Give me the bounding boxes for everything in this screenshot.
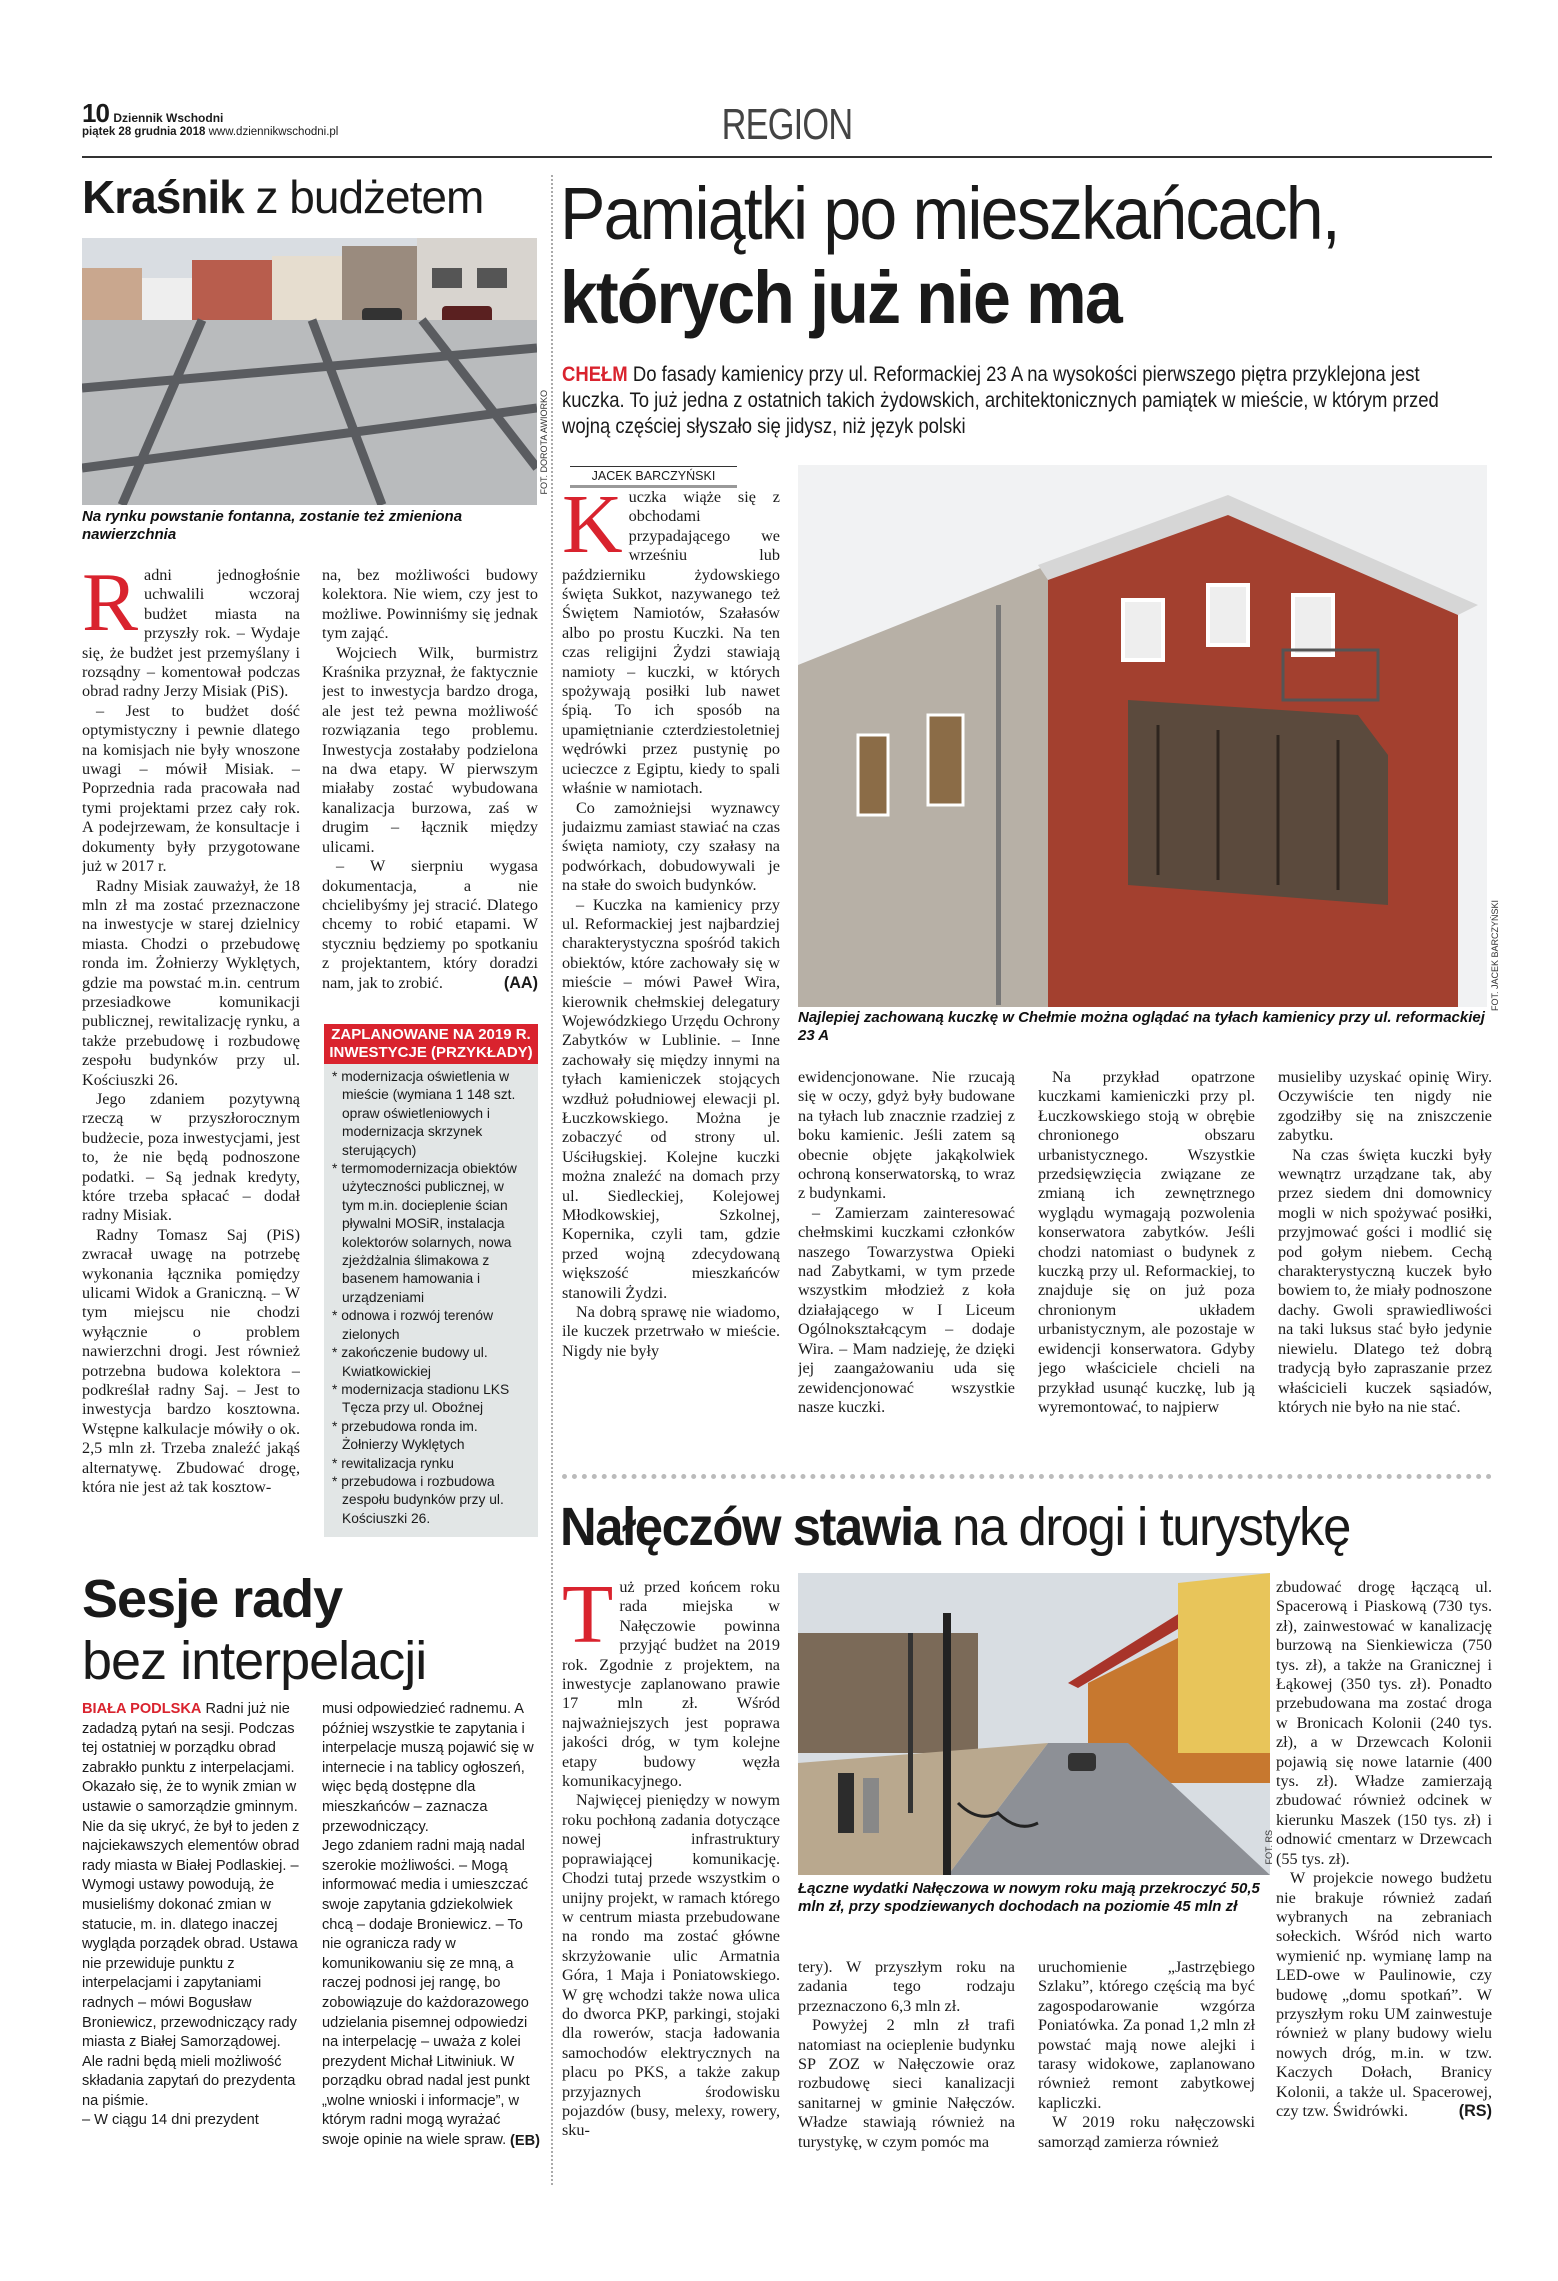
photo-credit: FOT. RS [1264, 1830, 1274, 1865]
author-byline: JACEK BARCZYŃSKI [570, 466, 737, 488]
list-item: * termomodernizacja obiektów użyteczności publicznej, w tym m.in. docieplenie ścian pływalni MOSiR, instalacja kolektorów solarnych, nowa zjeżdżalnia ślimakowa z basenem hamowania i urządzeniami [332, 1161, 517, 1305]
article-column [82, 566, 300, 1556]
article-title: Sesje rady bez interpelacji [82, 1569, 427, 1691]
paragraph: musieliby uzyskać opinię Wiry. Oczywiście ten nigdy nie zgodziłby się na zniszczenie zabytku. [1278, 1068, 1492, 1145]
header-rule [82, 156, 1492, 158]
paragraph: – Kuczka na kamienicy przy ul. Reformackiej jest najbardziej charakterystyczna spośród takich obiektów, które zachowały się w mieście – mówi Paweł Wira, kierownik chełmskiej delegatury Wojewódzkiego Urzędu Ochrony Zabytków w Lublinie. – Inne zachowały się między innymi na tyłach kamieniczek stojących wzdłuż południowej elewacji pl. Łuczkowskiego. Można je zobaczyć od strony ul. Uściługskiej. Kolejne kuczki można znaleźć na domach przy ul. Siedleckiej, Kolejowej Młodkowskiej, Szkolnej, Kopernika, czyli tam, gdzie przed wojną zdecydowaną większość mieszkańców stanowili Żydzi. [562, 895, 780, 1302]
column-divider [551, 175, 553, 2185]
investments-box [324, 1024, 538, 1537]
article-lead: CHEŁM Do fasady kamienicy przy ul. Reformackiej 23 A na wysokości pierwszego piętra przyklejona jest kuczka. To już jedna z ostatnich takich żydowskich, architektonicznych pamiątek w mieście, w którym przed wojną częściej słyszało się jidysz, niż język polski [562, 363, 1439, 438]
author-signature: (AA) [503, 973, 538, 992]
paragraph: musi odpowiedzieć radnemu. A później wszystkie te zapytania i interpelacje muszą pojawić się w internecie i na tablicy ogłoszeń, więc będą dostępne dla mieszkańców – zaznacza przewodniczący. [322, 1701, 534, 1835]
paragraph: Jego zdaniem radni mają nadal szerokie możliwości. – Mogą informować media i umieszczać swoje zapytania gdziekolwiek chcą – dodaje Broniewicz. – To nie ogranicza rady w komunikowaniu się ze mną, a raczej podnosi jej rangę, bo zobowiązuje do każdorazowego udzielania pisemnej odpowiedzi na interpelację – uważa z kolei prezydent Michał Litwiniuk. W porządku obrad nadal jest punkt „wolne wnioski i informacje”, w którym radni mogą wyrażać swoje opinie na wiele spraw. [322, 1838, 530, 2149]
paragraph: Radny Tomasz Saj (PiS) zwracał uwagę na potrzebę wykonania łącznika pomiędzy ulicami Widok a Graniczną. – W tym miejscu nie chodzi wyłącznie o problem nawierzchni drogi. Jest również potrzebna budowa kolektora – podkreślał radny Saj. – Jest to inwestycja bardzo kosztowna. Wstępne kalkulacje mówiły o ok. 2,5 mln zł. Trzeba znaleźć jakąś alternatywę. Zbudować drogę, która nie jest aż tak kosztow- [82, 1225, 300, 1497]
paragraph: – Jest to budżet dość optymistyczny i pewnie dlatego na komisjach nie były wnoszone uwagi – mówił Misiak. – Poprzednia rada pracowała nad tymi projektami przez cały rok. A podejrzewam, że konsultacje i dokumenty były przygotowane już w 2017 r. [82, 701, 300, 876]
paragraph: Radny Misiak zauważył, że 18 mln zł ma zostać przeznaczone na inwestycje w starej dzielnicy miasta. Chodzi o przebudowę ronda im. Żołnierzy Wyklętych, gdzie ma powstać m.in. centrum przesiadkowe komunikacji publicznej, rewitalizację rynku, a także przebudowę i rozbudowę zespołu budynków przy ul. Kościuszki 26. [82, 876, 300, 1089]
author-signature: (EB) [510, 2132, 540, 2149]
paragraph: Wojciech Wilk, burmistrz Kraśnika przyznał, że faktycznie jest to inwestycja bardzo droga, ale jest też pewna możliwość rozwiązania tego problemu. Inwestycja zostałaby podzielona na dwa etapy. W pierwszym miałaby zostać wybudowana kanalizacja burzowa, zaś w drugim – łącznik między ulicami. [322, 643, 538, 856]
page-header [82, 98, 1492, 158]
paragraph: ewidencjonowane. Nie rzucają się w oczy, gdyż były budowane na tyłach lub znacznie rzadziej z boku kamienic. Jeśli zatem są obecnie objęte jakąkolwiek ochroną konserwatorską, to wraz z budynkami. [798, 1068, 1015, 1203]
paragraph: Na dobrą sprawę nie wiadomo, ile kuczek przetrwało w mieście. Nigdy nie były [562, 1303, 780, 1360]
article-title: Pamiątki po mieszkańcach, których już nie ma [560, 172, 1339, 339]
photo-caption: Na rynku powstanie fontanna, zostanie też zmieniona nawierzchnia [82, 508, 463, 543]
paragraph: Na przykład opatrzone kuczkami kamieniczki przy pl. Łuczkowskiego stoją w obrębie chronionego obszaru urbanistycznego. Wszystkie przedsięwzięcia związane ze zmianą ich zewnętrznego wyglądu wymagają pozwolenia konserwatora zabytków. Jeśli chodzi natomiast o budynek z kuczką przy ul. Reformackiej, to znajduje się on już poza chronionym układem urbanistycznym, ale pozostaje w ewidencji konserwatora. Gdyby jego właściciele chcieli na przykład usunąć kuczkę, lub ją wyremontować, to najpierw [1038, 1068, 1255, 1416]
paragraph: Radni już nie zadadzą pytań na sesji. Podczas tej ostatniej w porządku obrad zabrakło punktu z interpelacjami. Okazało się, że to wynik zmian w ustawie o samorządzie gminnym. [82, 1701, 298, 1815]
article-column [1278, 1068, 1492, 1486]
box-title: ZAPLANOWANE NA 2019 R. INWESTYCJE (PRZYKŁADY) [324, 1024, 538, 1064]
paragraph: W projekcie nowego budżetu nie brakuje również zadań wybranych na zebraniach sołeckich. Wśród nich warto wymienić np. wymianę lamp na LED-owe w Paulinowie, czy budowę „domu spotkań”. W przyszłym roku UM zainwestuje również w plany budowy wielu nowych dróg, m.in. w tzw. Kaczych Dołach, Branicy Kolonii, a także ul. Spacerowej, czy tzw. Świdrówki. [1276, 1869, 1492, 2120]
list-item: * odnowa i rozwój terenów zielonych [332, 1308, 494, 1342]
photo-krasnik-square [82, 238, 537, 505]
paragraph: – W ciągu 14 dni prezydent [82, 2112, 259, 2129]
list-item: * modernizacja oświetlenia w mieście (wymiana 1 148 szt. opraw oświetleniowych i modernizacja skrzynek sterujących) [332, 1069, 516, 1158]
article-column [1038, 1068, 1255, 1486]
article-column [82, 1700, 307, 2180]
paragraph: Ale radni będą mieli możliwość składania zapytań do prezydenta na piśmie. [82, 2053, 296, 2109]
article-title: Nałęczów stawia na drogi i turystykę [560, 1497, 1350, 1557]
paragraph: adni jednogłośnie uchwalili wczoraj budżet miasta na przyszły rok. – Wydaje się, że budżet jest przemyślany i rozsądny – komentował podczas obrad radny Jerzy Misiak (PiS). [82, 566, 300, 701]
list-item: * rewitalizacja rynku [332, 1455, 454, 1471]
paragraph: zbudować drogę łączącą ul. Spacerową i Piaskową (730 tys. zł), zainwestować w kanalizację burzową na Sienkiewicza (750 tys. zł), a także na Granicznej i Łąkowej (350 tys. zł). Ponadto przebudowana ma zostać droga w Bronicach Kolonii (240 tys. zł), a w Drzewcach Kolonii pojawią się nowe latarnie (400 tys. zł). Władze zamierzają zbudować również odcinek w kierunku Maszek (150 tys. zł) i odnowić cmentarz w Drzewcach (55 tys. zł). [1276, 1578, 1492, 1868]
issue-date: piątek 28 grudnia 2018 [82, 126, 206, 138]
paragraph: – W sierpniu wygasa dokumentacja, a nie chcielibyśmy jej stracić. Dlatego chcemy to robić etapami. W styczniu będziemy po spotkaniu z projektantem, który doradzi nam, jak to zrobić. [322, 857, 538, 992]
article-column [798, 1958, 1015, 2178]
list-item: * przebudowa ronda im. Żołnierzy Wyklętych [332, 1418, 478, 1453]
article-column [562, 488, 780, 1483]
paragraph: Co zamożniejsi wyznawcy judaizmu zamiast stawiać na czas święta namioty, czy szałasy na podwórkach, dobudowywali je na stałe do swoich budynków. [562, 798, 780, 895]
paper-name: Dziennik Wschodni [113, 111, 224, 125]
article-column [798, 1068, 1015, 1486]
paragraph: Powyżej 2 mln zł trafi natomiast na ocieplenie budynku SP ZOZ w Nałęczowie oraz rozbudowę sieci kanalizacji sanitarnej w gminie Nałęczów. Władze stawiają również na turystykę, w czym pomóc ma [798, 2016, 1015, 2151]
paragraph: uczka wiąże się z obchodami przypadającego we wrześniu lub październiku żydowskiego święta Sukkot, nazywanego też Świętem Namiotów, Szałasów albo po prostu Kuczki. Na ten czas religijni Żydzi stawiają namioty – kuczki, w których spożywają posiłki lub nawet śpią. To ich sposób na upamiętnianie czterdziestoletniej wędrówki przez pustynię po ucieczce z Egiptu, kiedy to spali właśnie w namiotach. [562, 488, 780, 798]
paragraph: uż przed końcem roku rada miejska w Nałęczowie powinna przyjąć budżet na 2019 rok. Zgodnie z projektem, na inwestycje zaplanowano prawie 17 mln zł. Wśród najważniejszych jest poprawa jakości dróg, w tym kolejne etapy budowy węzła komunikacyjnego. [562, 1578, 780, 1791]
drop-cap: T [562, 1578, 614, 1661]
photo-chelm-kuczka [798, 465, 1487, 1007]
article-column [1276, 1578, 1492, 2178]
photo-naleczow-street [798, 1573, 1270, 1875]
photo-caption: Najlepiej zachowaną kuczkę w Chełmie można oglądać na tyłach kamienicy przy ul. reformackiej 23 A [798, 1009, 1485, 1044]
location-label: BIAŁA PODLSKA [82, 1701, 202, 1717]
list-item: * przebudowa i rozbudowa zespołu budynków przy ul. Kościuszki 26. [332, 1473, 504, 1526]
paragraph: uruchomienie „Jastrzębiego Szlaku”, którego częścią ma być zagospodarowanie wzgórza Poniatówka. Za ponad 1,2 mln zł powstać mają nowe alejki i tarasy widokowe, zaplanowano również remont zabytkowej kapliczki. [1038, 1958, 1255, 2112]
page-number: 10 [82, 98, 109, 128]
paragraph: tery). W przyszłym roku na zadania tego rodzaju przeznaczono 6,3 mln zł. [798, 1958, 1015, 2015]
photo-credit: FOT. JACEK BARCZYŃSKI [1490, 900, 1500, 1012]
list-item: * modernizacja stadionu LKS Tęcza przy ul. Oboźnej [332, 1381, 510, 1416]
photo-credit: FOT. DOROTA AWIORKO [539, 390, 549, 495]
drop-cap: K [562, 488, 623, 571]
paragraph: W 2019 roku nałęczowski samorząd zamierza również [1038, 2113, 1255, 2151]
paragraph: Nie da się ukryć, że był to jeden z najciekawszych elementów obrad rady miasta w Białej Podlaskiej. – Wymogi ustawy powodują, że musieliśmy dokonać zmian w statucie, m. in. dlatego inaczej wygląda porządek obrad. Ustawa nie przewiduje punktu z interpelacjami i zapytaniami radnych – mówi Bogusław Broniewicz, przewodniczący rady miasta z Białej Samorządowej. [82, 1818, 300, 2051]
article-column [322, 1700, 540, 2180]
paragraph: na, bez możliwości budowy kolektora. Nie wiem, czy jest to możliwe. Powinniśmy się jednak tym zająć. [322, 566, 538, 643]
drop-cap: R [82, 566, 139, 649]
section-title: REGION [721, 100, 853, 149]
list-item: * zakończenie budowy ul. Kwiatkowickiej [332, 1345, 488, 1379]
section-divider [562, 1474, 1492, 1479]
website-link[interactable]: www.dziennikwschodni.pl [208, 126, 339, 138]
photo-caption: Łączne wydatki Nałęczowa w nowym roku mają przekroczyć 50,5 mln zł, przy spodziewanych dochodach na poziomie 45 mln zł [798, 1880, 1260, 1915]
author-signature: (RS) [1458, 2102, 1492, 2121]
paragraph: Na czas święta kuczki były wewnątrz urządzane tak, aby przez siedem dni domownicy mogli w nich spożywać posiłki, przyjmować gości i modlić się pod gołym niebem. Cechą charakterystyczną kuczek było bowiem to, że miały podnoszone dachy. Gwoli sprawiedliwości na taki luksus stać było jedynie niewielu. Dlatego też dobrą tradycją było zapraszanie przez właścicieli kuczek sąsiadów, których nie było na nie stać. [1278, 1145, 1492, 1416]
paragraph: – Zamierzam zainteresować chełmskimi kuczkami członków naszego Towarzystwa Opieki nad Zabytkami, w tym przede wszystkim młodzież z koła działającego w I Liceum Ogólnokształcącym – dodaje Wira. – Mam nadzieję, że dzięki jej zaangażowaniu uda się zewidencjonować wszystkie nasze kuczki. [798, 1203, 1015, 1416]
article-title: Kraśnik z budżetem [82, 171, 484, 223]
article-column [562, 1578, 780, 2178]
article-column [322, 566, 538, 1011]
paragraph: Najwięcej pieniędzy w nowym roku pochłoną zadania dotyczące nowej infrastruktury poprawiającej komunikację. Chodzi tutaj przede wszystkim o unijny projekt, w ramach którego w centrum miasta przebudowane na rondo ma zostać główne skrzyżowanie ulic Armatnia Góra, 1 Maja i Poniatowskiego. W grę wchodzi także nowa ulica do dworca PKP, parkingi, stojaki dla rowerów, stacja ładowania samochodów elektrycznych na placu po PKS, a także zakup przyjaznych środowisku pojazdów (busy, melexy, rowery, sku- [562, 1791, 780, 2140]
article-column [1038, 1958, 1255, 2178]
paragraph: Jego zdaniem pozytywną rzeczą w przyszłorocznym budżecie, poza inwestycjami, jest to, że nie będą podnoszone podatki. – Są jednak kredyty, które trzeba spłacać – dodał radny Misiak. [82, 1089, 300, 1225]
